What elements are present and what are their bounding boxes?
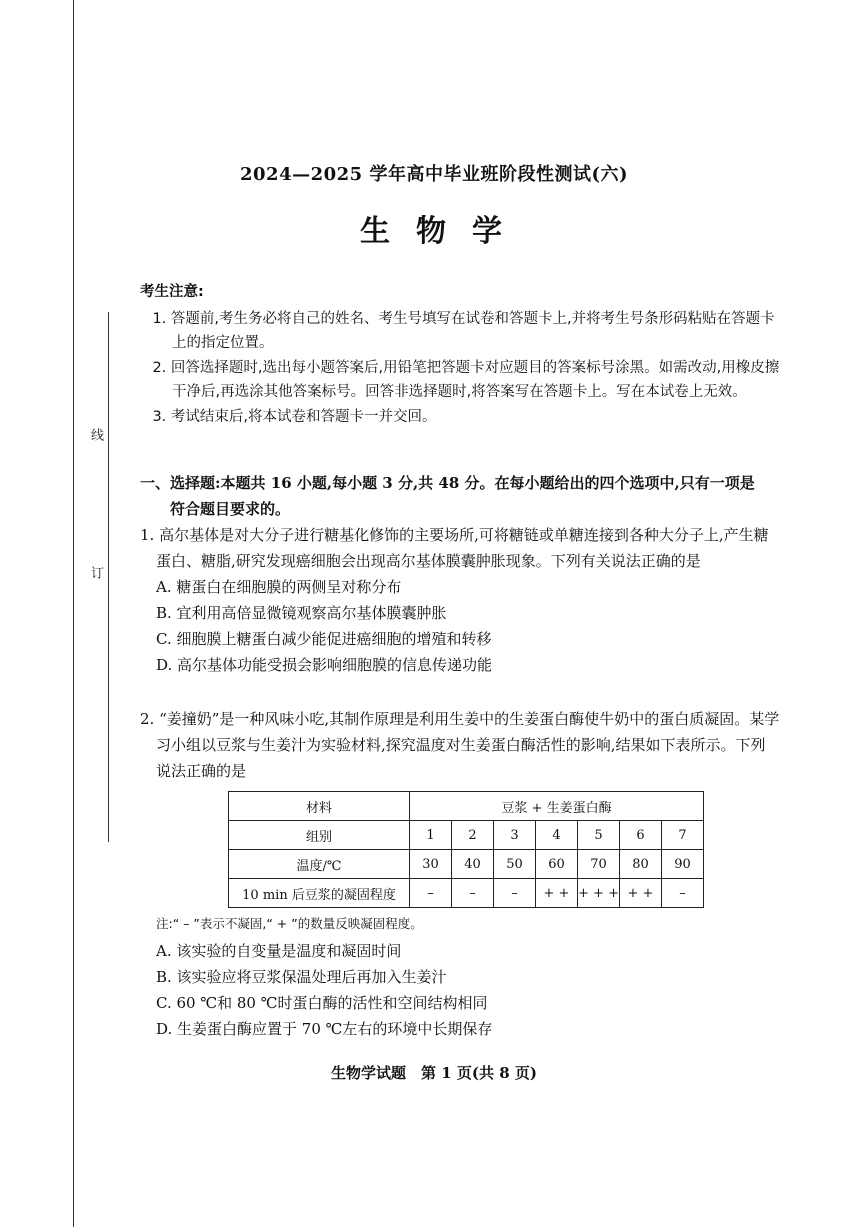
table-cell: 40 [452, 850, 494, 879]
table-cell: 材料 [229, 792, 410, 821]
table-cell: 4 [536, 821, 578, 850]
table-cell: 2 [452, 821, 494, 850]
table-cell: 3 [494, 821, 536, 850]
table-cell: 60 [536, 850, 578, 879]
binding-line-inner [108, 312, 109, 842]
question-1 [140, 522, 780, 678]
exam-title: 2024—2025 学年高中毕业班阶段性测试(六) [240, 164, 628, 185]
notice-item: 1. 答题前,考生务必将自己的姓名、考生号填写在试卷和答题卡上,并将考生号条形码粘贴在答题卡上的指定位置。 [152, 310, 775, 351]
table-row [229, 879, 704, 908]
table-cell: 90 [662, 850, 704, 879]
page-footer: 生物学试题 第 1 页(共 8 页) [331, 1064, 537, 1082]
table-cell: 5 [578, 821, 620, 850]
section-line: 一、选择题:本题共 16 小题,每小题 3 分,共 48 分。在每小题给出的四个选项中,只有一项是 [140, 474, 755, 492]
table-cell: 80 [620, 850, 662, 879]
subject-title: 生物学 [360, 214, 528, 249]
option-b: B. 宜利用高倍显微镜观察高尔基体膜囊肿胀 [156, 604, 447, 622]
notice-item: 2. 回答选择题时,选出每小题答案后,用铅笔把答题卡对应题目的答案标号涂黑。如需改动,用橡皮擦干净后,再选涂其他答案标号。回答非选择题时,将答案写在答题卡上。写在本试卷上无效。 [152, 359, 780, 400]
table-cell: 温度/℃ [229, 850, 410, 879]
table-cell: 50 [494, 850, 536, 879]
table-cell: 7 [662, 821, 704, 850]
table-cell: + + [536, 879, 578, 908]
table-note: 注:“ – ”表示不凝固,“ + ”的数量反映凝固程度。 [156, 916, 423, 931]
section-heading [140, 470, 780, 522]
question-2-options [156, 938, 492, 1042]
table-cell: + + + [578, 879, 620, 908]
section-line: 符合题目要求的。 [170, 500, 291, 518]
option-a: A. 该实验的自变量是温度和凝固时间 [156, 942, 402, 960]
notice-item: 3. 考试结束后,将本试卷和答题卡一并交回。 [152, 408, 437, 425]
binding-mark-lower: 订 [88, 566, 103, 579]
binding-mark-upper: 线 [88, 428, 103, 441]
option-a: A. 糖蛋白在细胞膜的两侧呈对称分布 [156, 578, 402, 596]
table-cell: 组别 [229, 821, 410, 850]
option-d: D. 生姜蛋白酶应置于 70 ℃左右的环境中长期保存 [156, 1020, 493, 1038]
table-cell: 70 [578, 850, 620, 879]
notice-block [140, 280, 780, 429]
option-c: C. 60 ℃和 80 ℃时蛋白酶的活性和空间结构相同 [156, 994, 488, 1012]
question-stem: 1. 高尔基体是对大分子进行糖基化修饰的主要场所,可将糖链或单糖连接到各种大分子上,产生糖蛋白、糖脂,研究发现癌细胞会出现高尔基体膜囊肿胀现象。下列有关说法正确的是 [140, 526, 769, 570]
question-stem: 2. “姜撞奶”是一种风味小吃,其制作原理是利用生姜中的生姜蛋白酶使牛奶中的蛋白质凝固。某学习小组以豆浆与生姜汁为实验材料,探究温度对生姜蛋白酶活性的影响,结果如下表所示。下列说法正确的是 [140, 710, 780, 780]
notice-heading: 考生注意: [140, 284, 204, 300]
table-cell: 6 [620, 821, 662, 850]
option-b: B. 该实验应将豆浆保温处理后再加入生姜汁 [156, 968, 447, 986]
table-row [229, 821, 704, 850]
table-cell: – [494, 879, 536, 908]
table-cell: 1 [410, 821, 452, 850]
table-cell: 豆浆 + 生姜蛋白酶 [410, 792, 704, 821]
table-cell: 10 min 后豆浆的凝固程度 [229, 879, 410, 908]
table-cell: 30 [410, 850, 452, 879]
option-c: C. 细胞膜上糖蛋白减少能促进癌细胞的增殖和转移 [156, 630, 492, 648]
table-cell: – [452, 879, 494, 908]
table-cell: – [410, 879, 452, 908]
option-d: D. 高尔基体功能受损会影响细胞膜的信息传递功能 [156, 656, 493, 674]
table-cell: + + [620, 879, 662, 908]
experiment-table [228, 791, 704, 908]
table-row [229, 850, 704, 879]
clipped-header-line [360, 136, 520, 148]
table-cell: – [662, 879, 704, 908]
table-row [229, 792, 704, 821]
question-2 [140, 706, 780, 784]
